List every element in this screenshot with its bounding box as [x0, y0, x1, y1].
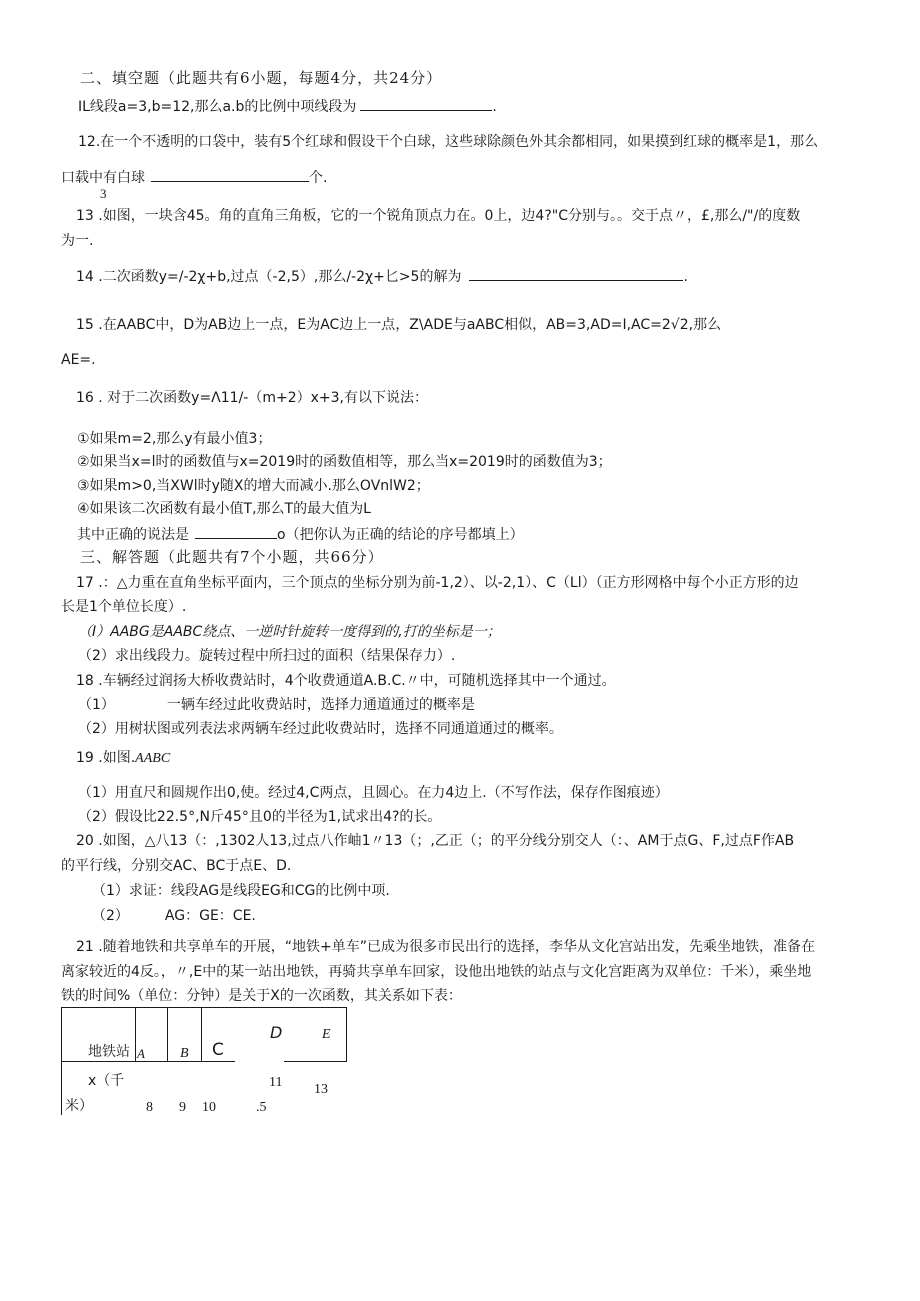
question-15-line2: AE=. [61, 352, 96, 368]
question-11-text: IL线段a=3,b=12,那么a.b的比例中项线段为 [78, 99, 357, 115]
question-16-statement-1: ①如果m=2,那么y有最小值3； [77, 431, 272, 447]
table-divider [135, 1007, 136, 1061]
question-13-line2: 为一. [61, 233, 94, 249]
question-19-intro: 19 .如图. [76, 750, 136, 766]
table-value-e: 13 [314, 1082, 328, 1097]
question-11-tail: . [492, 99, 497, 115]
question-17-part-2: （2）求出线段力。旋转过程中所扫过的面积（结果保存力）. [78, 648, 456, 664]
question-12-line1: 12.在一个不透明的口袋中，装有5个红球和假设干个白球，这些球除颜色外其余都相同，如果摸到红球的概率是1，那么 [78, 134, 819, 150]
question-19-part-2: （2）假设比22.5°,N斤45°且0的半径为1,试求出4?的长。 [78, 809, 442, 825]
question-20-part-1: （1）求证：线段AG是线段EG和CG的比例中项. [92, 883, 390, 899]
table-divider [201, 1007, 202, 1061]
table-border-top [61, 1007, 347, 1008]
table-border-right [346, 1007, 347, 1061]
answer-blank [195, 524, 277, 539]
table-row-label-line1: x（千 [88, 1073, 125, 1089]
table-row-label-line2: 米） [65, 1098, 93, 1114]
question-19-triangle: AABC [135, 751, 171, 766]
question-17-line2: 长是1个单位长度）. [61, 599, 187, 615]
question-12-text: 口载中有白球 [61, 170, 145, 186]
question-12-tail: 个. [309, 170, 328, 186]
question-18-part-1-text: 一辆车经过此收费站时，选择力通道通过的概率是 [166, 697, 475, 713]
question-16-statement-4: ④如果该二次函数有最小值T,那么T的最大值为L [77, 501, 371, 517]
question-16-conclusion-label: 其中正确的说法是 [77, 527, 189, 543]
question-16-statement-2: ②如果当x=l时的函数值与x=2019时的函数值相等，那么当x=2019时的函数值为3； [77, 454, 612, 470]
question-14-tail: . [683, 269, 688, 285]
table-divider [167, 1007, 168, 1061]
question-12-fraction-denominator: 3 [100, 186, 107, 201]
table-value-a: 8 [146, 1100, 153, 1115]
question-18-part-2: （2）用树状图或列表法求两辆车经过此收费站时，选择不同通道通过的概率。 [78, 721, 563, 737]
question-15-line1: 15 .在AABC中，D为AB边上一点，E为AC边上一点，Z\ADE与aABC相似，AB=3,AD=I,AC=2√2,那么 [76, 317, 722, 333]
table-value-d: 11 [269, 1075, 283, 1090]
table-value-c: 10 [202, 1100, 216, 1115]
question-11 [78, 96, 497, 117]
question-14-text: 14 .二次函数y=/-2χ+b,过点（-2,5）,那么/-2χ+匕>5的解为 [76, 269, 462, 285]
table-value-b: 9 [179, 1100, 186, 1115]
question-17-part-1: （I）AABG是AABC绕点、一逆时针旋转一度得到的,打的坐标是一； [78, 624, 501, 640]
table-station-b: B [180, 1046, 189, 1061]
question-19-part-1: （1）用直尺和圆规作出0,使。经过4,C两点，且圆心。在力4边上.（不写作法，保存作图痕迹） [78, 785, 669, 801]
question-20-part-2 [92, 906, 256, 926]
question-16-statement-3: ③如果m>0,当XWl时y随X的增大而减小.那么OVnlW2； [77, 478, 430, 494]
question-20-line2: 的平行线，分别交AC、BC于点E、D. [61, 858, 292, 874]
question-20-part-2-number: （2） [92, 908, 129, 924]
table-station-a: A [137, 1046, 145, 1061]
question-13-line1: 13 .如图，一块含45。角的直角三角板，它的一个锐角顶点力在。0上，边4?"C分别与。。交于点〃，£,那么/"/的度数 [76, 208, 801, 224]
answer-blank [360, 96, 492, 111]
question-14 [76, 266, 688, 287]
question-17-line1: 17 .：△力重在直角坐标平面内，三个顶点的坐标分别为前-1,2）、以-2,1）、C（Ll）（正方形网格中每个小正方形的边 [76, 575, 799, 591]
question-19-line1 [76, 748, 170, 769]
question-16-conclusion [77, 524, 524, 545]
question-18-line1: 18 .车辆经过润扬大桥收费站时，4个收费通道A.B.C.〃中，可随机选择其中一个通过。 [76, 673, 616, 689]
question-16-intro: 16 . 对于二次函数y=Λ11/-（m+2）x+3,有以下说法： [76, 390, 428, 406]
question-18-part-1-number: （1） [78, 697, 115, 713]
question-20-line1: 20 .如图，△八13（：,1302人13,过点八作岫1〃13（；,乙正（；的平分线分别交人（：、AM于点G、F,过点F作AB [76, 833, 795, 849]
table-station-d: D [270, 1023, 283, 1042]
answer-blank [469, 266, 683, 281]
question-21-line1: 21 .随着地铁和共享单车的开展，“地铁+单车”已成为很多市民出行的选择，李华从文化宫站出发，先乘坐地铁，准备在 [76, 939, 815, 955]
table-value-d-decimal: .5 [256, 1100, 267, 1115]
question-21-line3: 铁的时间%（单位：分钟）是关于X的一次函数，其关系如下表： [61, 988, 462, 1004]
section-heading-fill-in: 二、填空题（此题共有6小题，每题4分，共24分） [80, 69, 443, 87]
question-20-part-2-text: AG：GE：CE. [164, 908, 256, 924]
table-station-c: C [212, 1040, 224, 1060]
question-21-line2: 离家较近的4反。，〃,E中的某一站出地铁，再骑共享单车回家，设他出地铁的站点与文化宫距离为双单位：千米），乘坐地 [61, 964, 812, 980]
table-header-label: 地铁站 [88, 1044, 130, 1060]
table-row-divider [284, 1061, 347, 1062]
table-station-e: E [322, 1027, 331, 1042]
table-row-divider [61, 1061, 235, 1062]
answer-blank [151, 167, 309, 182]
section-heading-answer: 三、解答题（此题共有7个小题，共66分） [80, 548, 384, 566]
question-18-part-1 [78, 695, 475, 715]
question-16-conclusion-note: o（把你认为正确的结论的序号都填上） [277, 527, 524, 543]
